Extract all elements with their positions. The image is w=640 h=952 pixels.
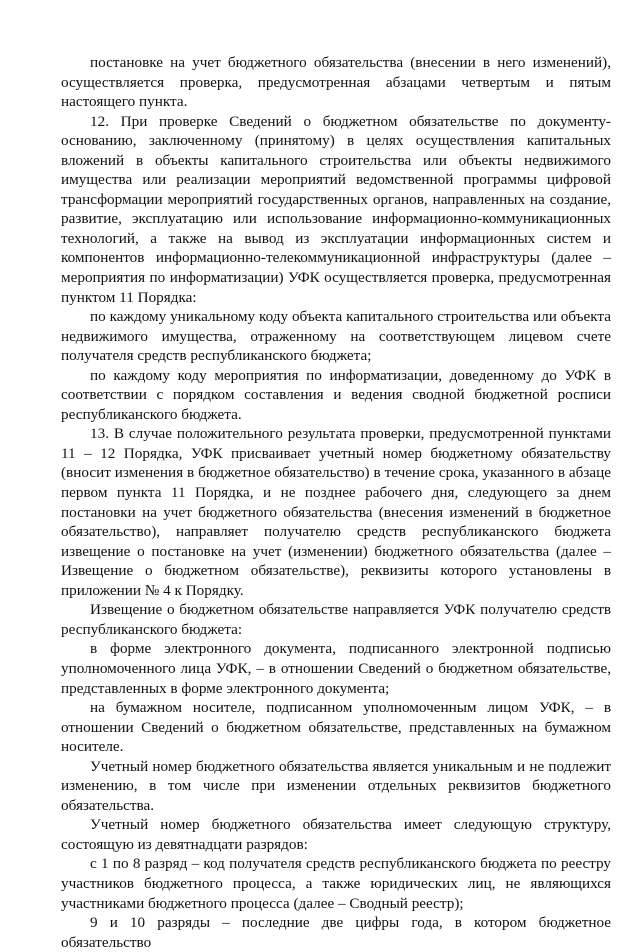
paragraph-2: 12. При проверке Сведений о бюджетном обязательстве по документу-основанию, заключенному (принятому) в целях осуществления капитальных вложений в объекты капитального строительства или объекты недвижимого имущества или реализации мероприятий ведомственной программы цифровой трансформации мероприятий государственных органов, направленных на создание, развитие, эксплуатацию или использование информационно-коммуникационных технологий, а также на вывод из эксплуатации информационных систем и компонентов информационно-телекоммуникационной инфраструктуры (далее – мероприятия по информатизации) УФК осуществляется проверка, предусмотренная пунктом 11 Порядка: <box>61 112 611 306</box>
paragraph-4: по каждому коду мероприятия по информатизации, доведенному до УФК в соответствии с порядком составления и ведения сводной бюджетной росписи республиканского бюджета. <box>61 366 611 423</box>
paragraph-6: Извещение о бюджетном обязательстве направляется УФК получателю средств республиканского бюджета: <box>61 601 611 638</box>
paragraph-1: постановке на учет бюджетного обязательства (внесении в него изменений), осуществляется проверка, предусмотренная абзацами четвертым и пятым настоящего пункта. <box>61 54 611 111</box>
paragraph-9: Учетный номер бюджетного обязательства является уникальным и не подлежит изменению, в том числе при изменении отдельных реквизитов бюджетного обязательства. <box>61 757 611 814</box>
paragraph-7: в форме электронного документа, подписанного электронной подписью уполномоченного лица УФК, – в отношении Сведений о бюджетном обязательстве, представленных в форме электронного документа; <box>61 640 611 697</box>
paragraph-5: 13. В случае положительного результата проверки, предусмотренной пунктами 11 – 12 Порядка, УФК присваивает учетный номер бюджетному обязательству (вносит изменения в бюджетное обязательство) в течение срока, указанного в абзаце первом пункта 11 Порядка, и не позднее рабочего дня, следующего за днем постановки на учет бюджетного обязательства (внесения изменений в бюджетное обязательство), направляет получателю средств республиканского бюджета извещение о постановке на учет (изменении) бюджетного обязательства (далее – Извещение о бюджетном обязательстве), реквизиты которого установлены в приложении № 4 к Порядку. <box>61 425 611 599</box>
paragraph-3: по каждому уникальному коду объекта капитального строительства или объекта недвижимого имущества, отраженному на соответствующем лицевом счете получателя средств республиканского бюджета; <box>61 308 611 365</box>
paragraph-11: с 1 по 8 разряд – код получателя средств республиканского бюджета по реестру участников бюджетного процесса, а также юридических лиц, не являющихся участниками бюджетного процесса (далее – Сводный реестр); <box>61 855 611 912</box>
paragraph-12: 9 и 10 разряды – последние две цифры года, в котором бюджетное обязательство <box>61 914 611 951</box>
paragraph-8: на бумажном носителе, подписанном уполномоченным лицом УФК, – в отношении Сведений о бюджетном обязательстве, представленных на бумажном носителе. <box>61 699 611 756</box>
paragraph-10: Учетный номер бюджетного обязательства имеет следующую структуру, состоящую из девятнадцати разрядов: <box>61 816 611 853</box>
